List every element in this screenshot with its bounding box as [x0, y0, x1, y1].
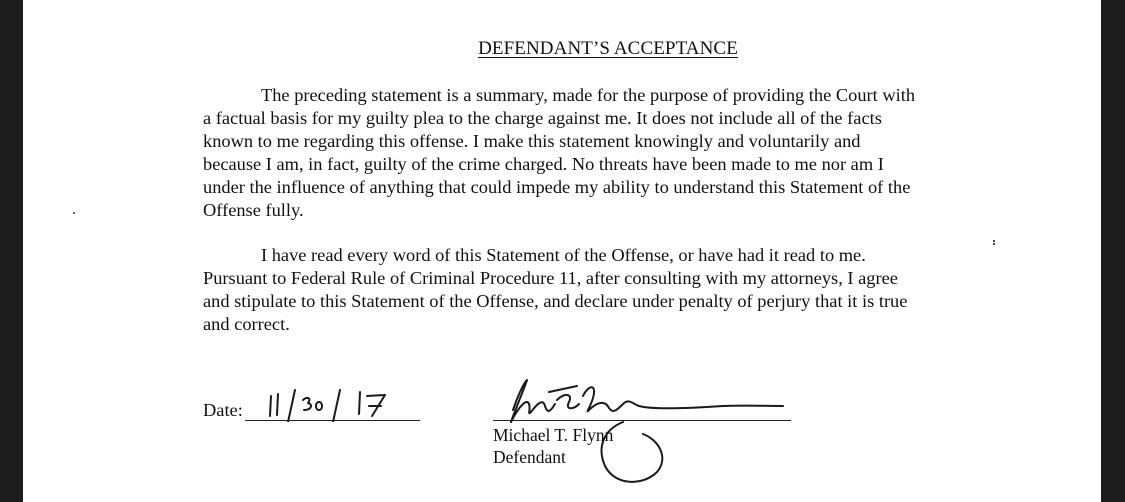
scan-speck	[73, 212, 75, 214]
paragraph-line: a factual basis for my guilty plea to the charge against me. It does not include all of the facts	[203, 108, 882, 128]
paragraph-line: under the influence of anything that could impede my ability to understand this Statement of the	[203, 177, 911, 197]
handwritten-date	[245, 382, 420, 422]
paragraph-line: Offense fully.	[203, 200, 304, 220]
paragraph-line: known to me regarding this offense. I make this statement knowingly and voluntarily and	[203, 131, 861, 151]
page-title: DEFENDANT’S ACCEPTANCE	[478, 38, 738, 59]
paragraph-stipulation	[203, 244, 963, 336]
paragraph-line: and stipulate to this Statement of the Offense, and declare under penalty of perjury that it is true	[203, 291, 908, 311]
paragraph-summary	[203, 84, 963, 222]
document-page	[23, 0, 1101, 502]
scan-speck	[993, 240, 995, 245]
paragraph-line: I have read every word of this Statement of the Offense, or have had it read to me.	[261, 245, 866, 265]
paragraph-line: The preceding statement is a summary, made for the purpose of providing the Court with	[261, 85, 916, 105]
date-label: Date:	[203, 400, 243, 420]
paragraph-line: Pursuant to Federal Rule of Criminal Procedure 11, after consulting with my attorneys, I agree	[203, 268, 898, 288]
signature-block	[493, 424, 613, 468]
date-underline	[245, 420, 420, 421]
paragraph-line: and correct.	[203, 314, 290, 334]
signer-name: Michael T. Flynn	[493, 425, 614, 445]
signer-role: Defendant	[493, 447, 566, 467]
paragraph-line: because I am, in fact, guilty of the crime charged. No threats have been made to me nor am I	[203, 154, 884, 174]
signature-line	[493, 420, 791, 421]
